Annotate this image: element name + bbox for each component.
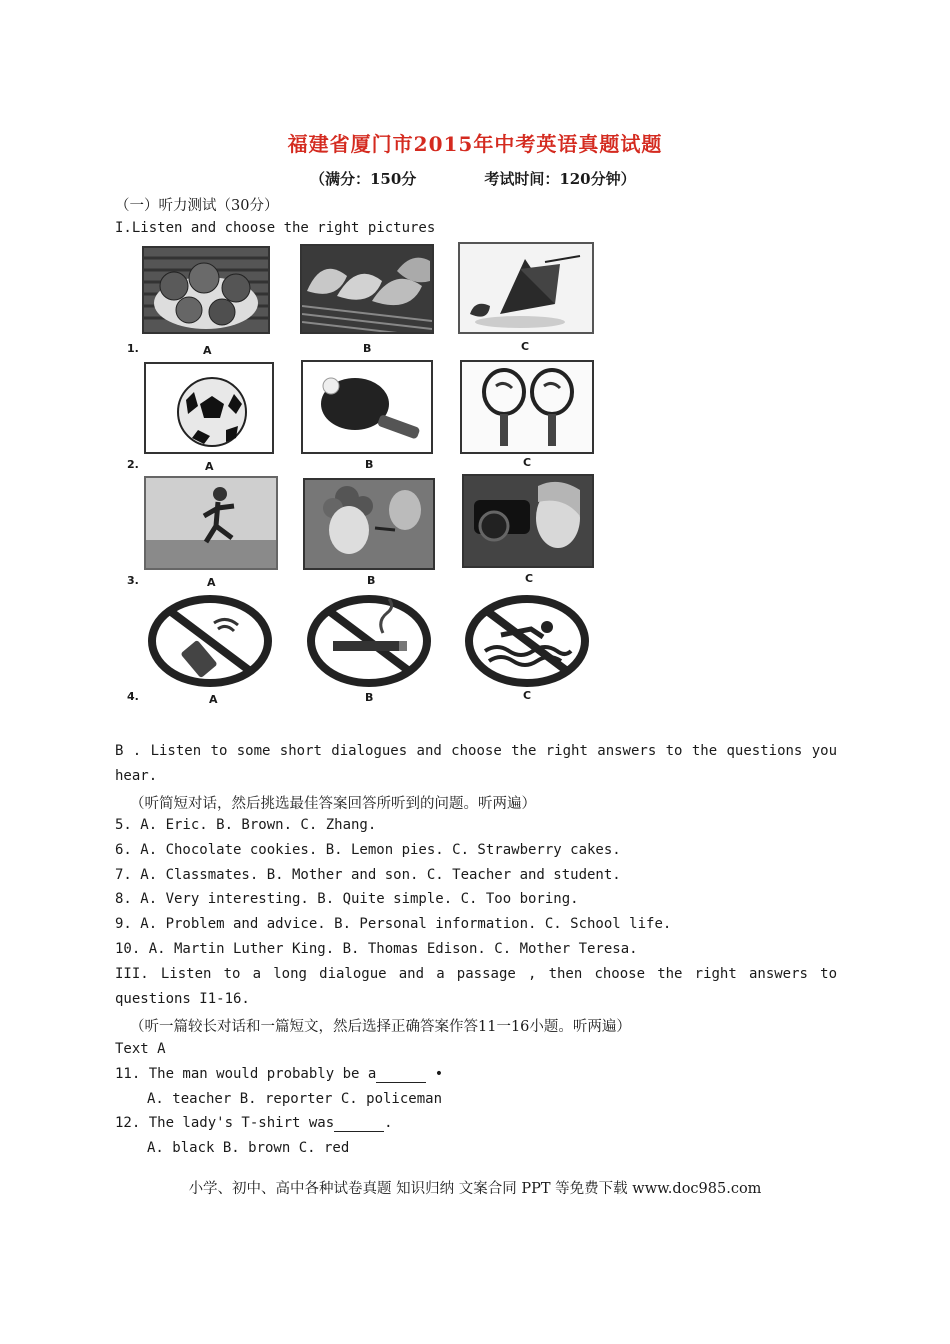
footer-text: 小学、初中、高中各种试卷真题 知识归纳 文案合同 PPT 等免费下载 www.doc985.com [188,1181,762,1197]
row-number: 2. [127,458,139,471]
question-7: 7. A. Classmates. B. Mother and son. C. Teacher and student. [115,867,621,883]
question-9: 9. A. Problem and advice. B. Personal information. C. School life. [115,916,672,932]
question-12-options: A. black B. brown C. red [147,1140,350,1156]
picture-tennis-rackets [460,360,594,454]
partB-note: （听简短对话，然后挑选最佳答案回答所听到的问题。听两遍） [130,796,536,812]
picture-zongzi [458,242,594,334]
question-11-text: 11. The man would probably be a [115,1066,377,1082]
option-label: C [523,456,532,469]
picture-makeup-artist [303,478,435,570]
part3-heading-cont: questions I1-16. [115,991,250,1007]
option-label: C [525,572,534,585]
option-label: B [365,458,374,471]
question-11-end: • [434,1066,444,1082]
answer-blank [376,1066,426,1083]
option-label: A [203,344,212,357]
picture-no-swimming-sign [461,593,595,689]
exam-time: 考试时间：120分钟） [484,170,636,188]
picture-no-smoking-sign [303,593,437,689]
option-label: A [209,693,218,706]
option-label: B [367,574,376,587]
answer-blank [334,1115,384,1132]
picture-running-woman [144,476,278,570]
full-score: （满分：150分 [310,170,417,188]
picture-camera-woman [462,474,594,568]
part3-note: （听一篇较长对话和一篇短文，然后选择正确答案作答11一16小题。听两遍） [130,1019,631,1035]
exam-info [310,168,636,189]
part1-heading: I.Listen and choose the right pictures [115,220,436,236]
picture-no-phones-sign [144,593,278,689]
picture-soccer-ball [144,362,274,454]
question-8: 8. A. Very interesting. B. Quite simple. C. Too boring. [115,891,579,907]
question-12 [115,1115,393,1132]
picture-mooncakes [142,246,270,334]
picture-ping-pong-paddle [301,360,433,454]
option-label: C [523,689,532,702]
partB-heading-cont: hear. [115,768,158,784]
question-11 [115,1066,443,1083]
option-label: A [207,576,216,589]
question-10: 10. A. Martin Luther King. B. Thomas Edison. C. Mother Teresa. [115,941,638,957]
row-number: 4. [127,690,139,703]
picture-dumplings [300,244,434,334]
question-12-text: 12. The lady's T-shirt was [115,1115,335,1131]
option-label: B [363,342,372,355]
question-6: 6. A. Chocolate cookies. B. Lemon pies. C. Strawberry cakes. [115,842,621,858]
option-label: B [365,691,374,704]
part3-heading: III. Listen to a long dialogue and a passage , then choose the right answers to [115,966,837,982]
section-heading: （一）听力测试（30分） [115,198,279,214]
partB-heading: B . Listen to some short dialogues and choose the right answers to the questions you [115,743,837,759]
option-label: C [521,340,530,353]
picture-grid [115,238,620,718]
row-number: 3. [127,574,139,587]
option-label: A [205,460,214,473]
question-5: 5. A. Eric. B. Brown. C. Zhang. [115,817,377,833]
row-number: 1. [127,342,139,355]
question-11-options: A. teacher B. reporter C. policeman [147,1091,443,1107]
page-title: 福建省厦门市2015年中考英语真题试题 [287,132,663,156]
text-a-label: Text A [115,1041,166,1057]
question-12-end: . [384,1115,393,1131]
